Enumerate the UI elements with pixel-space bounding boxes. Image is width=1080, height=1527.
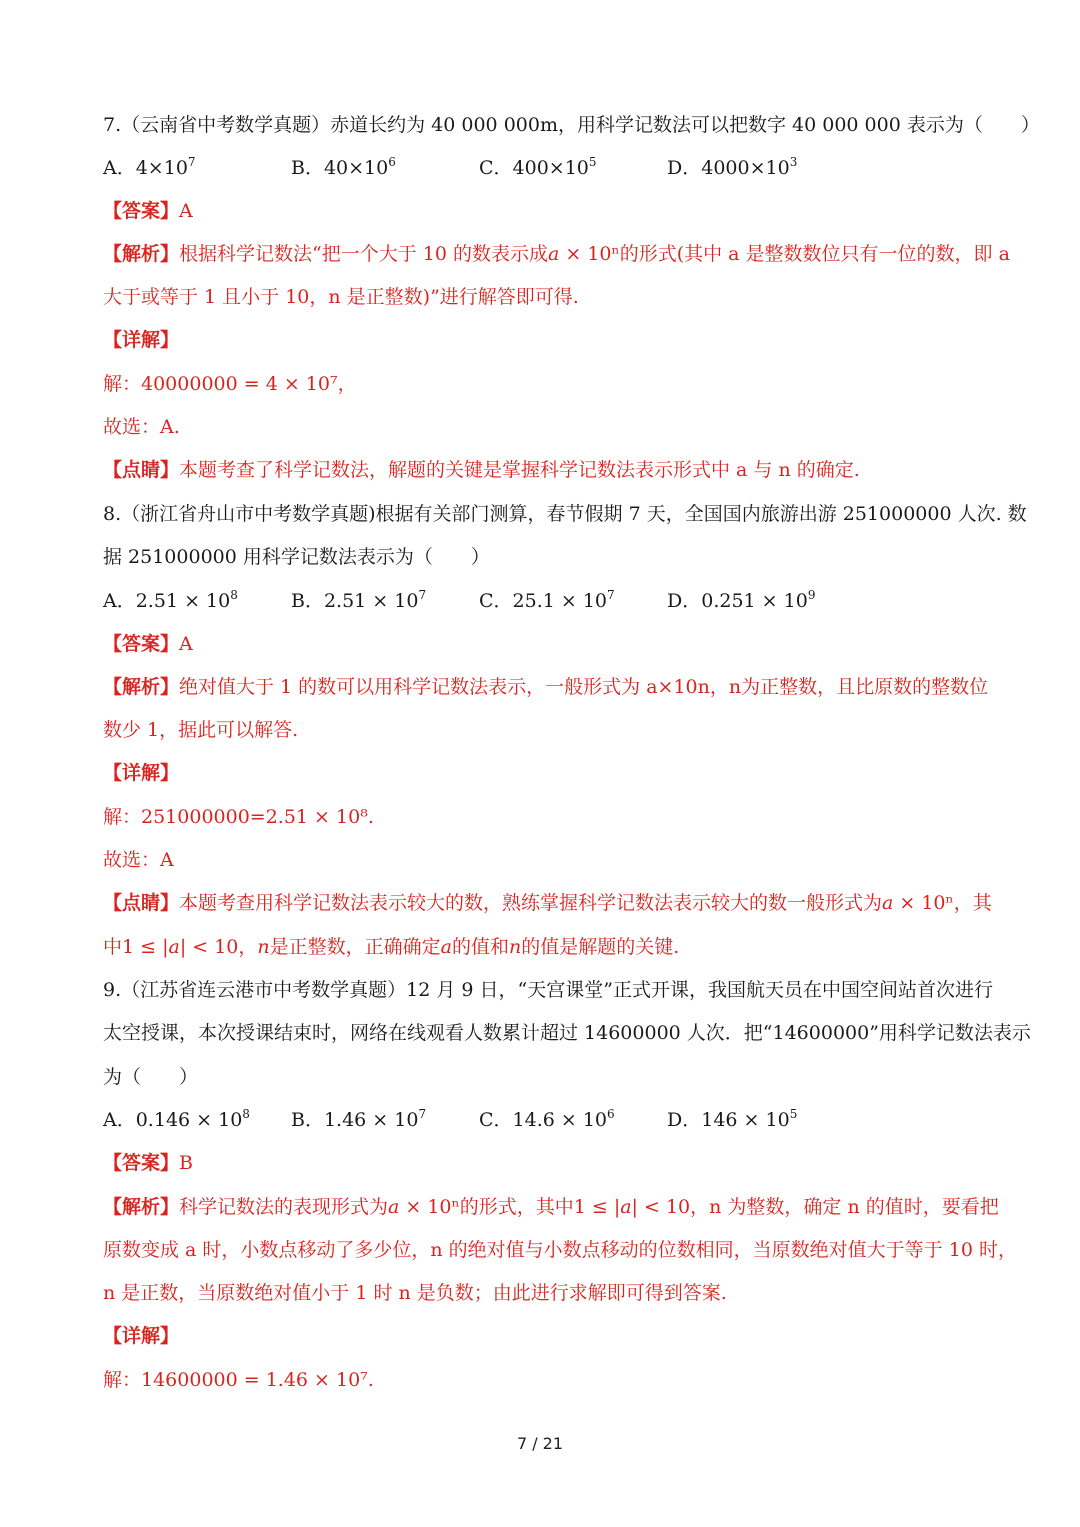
question-7-stem: 7.（云南省中考数学真题）赤道长约为 40 000 000m，用科学记数法可以把数字 40 000 000 表示为（ ） [103,114,1040,136]
question-7-analysis-line-1: 【解析】根据科学记数法“把一个大于 10 的数表示成𝑎 × 10ⁿ的形式(其中 a 是整数数位只有一位的数，即 a [103,243,1010,265]
question-7-detail-line-2: 故选：A. [103,416,180,438]
question-8-analysis-line-2: 数少 1，据此可以解答. [103,719,299,741]
question-7-analysis-line-2: 大于或等于 1 且小于 10，n 是正整数)”进行解答即可得. [103,286,579,308]
option-c: C．$25.1 \times 10^7$ [479,588,615,612]
option-d: D．$0.251 \times 10^9$ [667,588,816,612]
question-8-detail-tag: 【详解】 [103,762,180,784]
option-c: C．$14.6 \times 10^6$ [479,1107,615,1131]
question-9-analysis-line-1: 【解析】科学记数法的表现形式为𝑎 × 10ⁿ的形式，其中1 ≤ |𝑎| < 10，n 为整数，确定 n 的值时，要看把 [103,1196,999,1218]
question-9-analysis-line-3: n 是正数，当原数绝对值小于 1 时 n 是负数；由此进行求解即可得到答案. [103,1282,727,1304]
question-8-detail-line-1: 解：251000000=2.51 × 10⁸. [103,806,374,828]
option-a: A．$4\times 10^7$ [103,155,196,179]
question-7-detail-line-1: 解：40000000 = 4 × 10⁷， [103,373,357,395]
question-9-stem-line-2: 太空授课，本次授课结束时，网络在线观看人数累计超过 14600000 人次．把“14600000”用科学记数法表示 [103,1022,1031,1044]
option-b: B．$40\times 10^6$ [291,155,396,179]
question-8-answer: 【答案】A [103,633,193,655]
question-8-stem-line-1: 8.（浙江省舟山市中考数学真题)根据有关部门测算，春节假期 7 天，全国国内旅游出游 251000000 人次. 数 [103,503,1027,525]
page-number: 7 / 21 [516,1434,564,1453]
question-7-comment: 【点睛】本题考查了科学记数法，解题的关键是掌握科学记数法表示形式中 a 与 n 的确定. [103,459,860,481]
question-8-comment-line-1: 【点睛】本题考查用科学记数法表示较大的数，熟练掌握科学记数法表示较大的数一般形式为𝑎 × 10ⁿ，其 [103,892,992,914]
option-d: D．$4000\times 10^3$ [667,155,798,179]
option-b: B．$1.46 \times 10^7$ [291,1107,427,1131]
question-8-stem-line-2: 据 251000000 用科学记数法表示为（ ） [103,546,490,568]
question-9-stem-line-3: 为（ ） [103,1066,199,1088]
question-9-stem-line-1: 9.（江苏省连云港市中考数学真题）12 月 9 日，“天宫课堂”正式开课，我国航天员在中国空间站首次进行 [103,979,993,1001]
question-9-detail-tag: 【详解】 [103,1325,180,1347]
option-a: A．$0.146 \times 10^8$ [103,1107,250,1131]
question-9-analysis-line-2: 原数变成 a 时，小数点移动了多少位，n 的绝对值与小数点移动的位数相同，当原数绝对值大于等于 10 时， [103,1239,1017,1261]
question-7-answer: 【答案】A [103,200,193,222]
question-7-detail-tag: 【详解】 [103,329,180,351]
option-d: D．$146 \times 10^5$ [667,1107,798,1131]
question-8-comment-line-2: 中1 ≤ |𝑎| < 10，𝑛是正整数，正确确定𝑎的值和𝑛的值是解题的关键. [103,936,680,958]
question-8-analysis-line-1: 【解析】绝对值大于 1 的数可以用科学记数法表示，一般形式为 a×10n，n为正整数，且比原数的整数位 [103,676,989,698]
option-c: C．$400\times 10^5$ [479,155,597,179]
question-8-detail-line-2: 故选：A [103,849,174,871]
question-9-answer: 【答案】B [103,1152,193,1174]
option-b: B．$2.51 \times 10^7$ [291,588,427,612]
question-9-detail-line-1: 解：14600000 = 1.46 × 10⁷. [103,1369,374,1391]
option-a: A．$2.51 \times 10^8$ [103,588,238,612]
